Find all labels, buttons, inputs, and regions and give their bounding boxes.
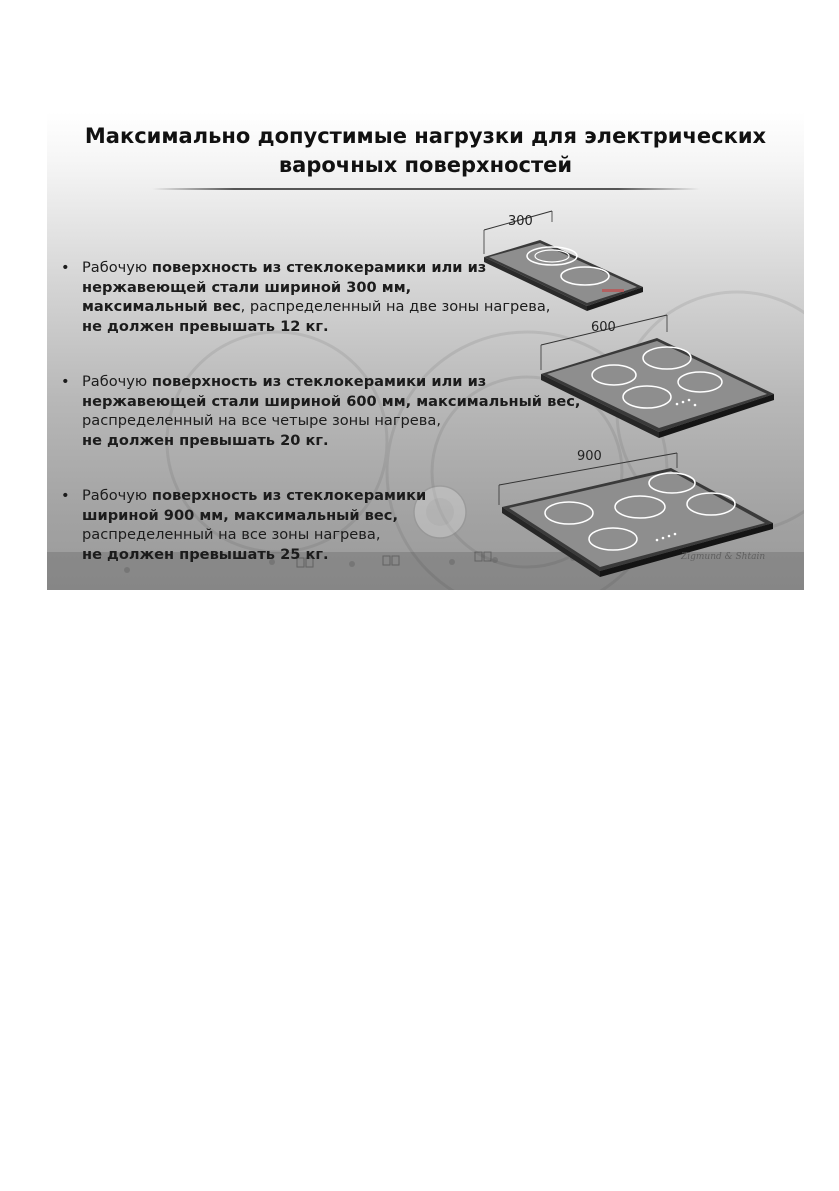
item-text: , распределенный на две зоны нагрева, bbox=[240, 298, 551, 316]
item-text: распределенный на все четыре зоны нагрева, bbox=[82, 412, 441, 430]
item-text-bold: максимальный вес bbox=[82, 298, 241, 316]
item-text-bold: поверхность из стеклокерамики или из bbox=[151, 373, 487, 390]
item-text-bold: не должен превышать bbox=[82, 431, 281, 449]
item-text: распределенный на все зоны нагрева, bbox=[82, 526, 381, 544]
item-text-bold: поверхность из стеклокерамики bbox=[151, 487, 427, 504]
item-text-bold: нержавеющей стали шириной 300 мм, bbox=[82, 278, 412, 296]
item-text-bold: нержавеющей стали шириной 600 мм, максимальный вес, bbox=[82, 392, 581, 410]
item-weight-limit: 25 кг. bbox=[280, 545, 329, 563]
cooktop-illustrations bbox=[47, 112, 804, 590]
item-text-bold: не должен превышать bbox=[82, 545, 281, 563]
dimension-label-600: 600 bbox=[591, 320, 616, 335]
bullet-point: • bbox=[61, 259, 70, 276]
item-weight-limit: 12 кг. bbox=[280, 317, 329, 335]
item-text: Рабочую bbox=[82, 259, 152, 276]
item-text-bold: шириной 900 мм, максимальный вес, bbox=[82, 506, 399, 524]
info-panel bbox=[47, 112, 804, 590]
item-weight-limit: 20 кг. bbox=[280, 431, 329, 449]
hob-600-illustration bbox=[541, 315, 774, 438]
dimension-label-300: 300 bbox=[508, 214, 533, 229]
item-text-bold: не должен превышать bbox=[82, 317, 281, 335]
bullet-point: • bbox=[61, 487, 70, 504]
dimension-label-900: 900 bbox=[577, 449, 602, 464]
hob-900-illustration bbox=[499, 449, 773, 577]
hob-300-illustration bbox=[484, 211, 643, 311]
item-text: Рабочую bbox=[82, 487, 152, 504]
bullet-point: • bbox=[61, 373, 70, 390]
item-text-bold: поверхность из стеклокерамики или из bbox=[151, 259, 487, 276]
brand-watermark: Zigmund & Shtain bbox=[681, 552, 766, 562]
page-title-line-1: Максимально допустимые нагрузки для электрических bbox=[84, 124, 767, 148]
page-title-line-2: варочных поверхностей bbox=[278, 153, 573, 177]
item-text: Рабочую bbox=[82, 373, 152, 390]
